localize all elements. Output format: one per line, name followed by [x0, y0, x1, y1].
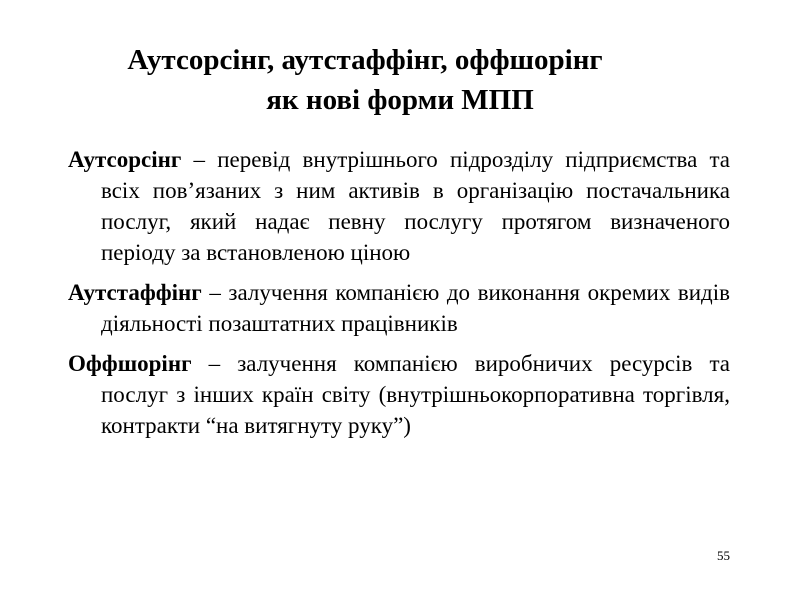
page-number: 55: [717, 548, 730, 563]
definition-text: – залучення компанією виробничих ресурсів та послуг з інших країн світу (внутрішньокорпоративна торгівля, контракти “на витягнуту руку”): [101, 351, 730, 438]
definition-term: Аутстаффінг: [68, 280, 202, 305]
slide-title-line-2: як нові форми МПП: [266, 84, 534, 116]
definitions-list: [68, 144, 730, 450]
slide-title: [40, 40, 760, 120]
definition-text: – перевід внутрішнього підрозділу підприємства та всіх пов’язаних з ним активів в організацію постачальника послуг, який надає певну послугу протягом визначеного періоду за встановленою ціною: [101, 147, 730, 265]
definition-outsourcing: [68, 144, 730, 268]
definition-text: – залучення компанією до виконання окремих видів діяльності позаштатних працівників: [101, 280, 730, 336]
definition-offshoring: [68, 348, 730, 441]
definition-outstaffing: [68, 277, 730, 339]
definition-term: Оффшорінг: [68, 351, 192, 376]
slide-title-line-1: Аутсорсінг, аутстаффінг, оффшорінг: [127, 44, 603, 76]
definition-term: Аутсорсінг: [68, 147, 182, 172]
